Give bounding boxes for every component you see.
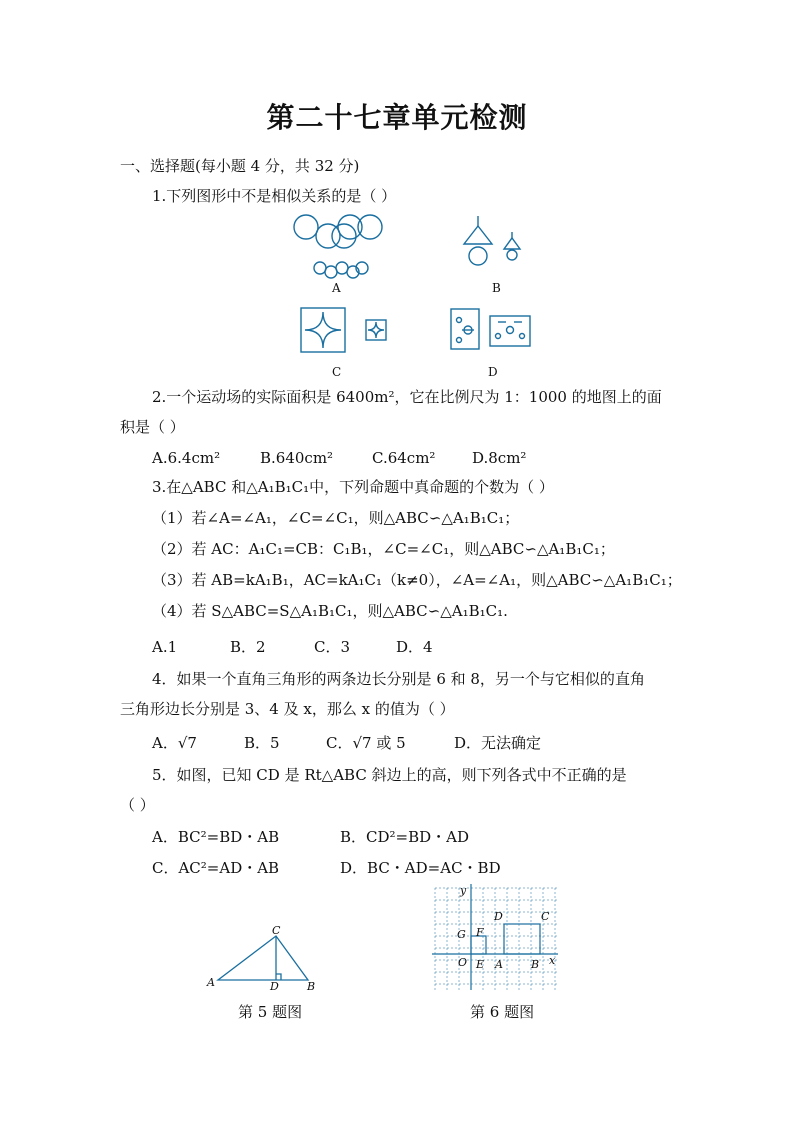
q1-label-c: C — [332, 365, 342, 379]
fig5-label-a: A — [207, 976, 215, 989]
q1-figure-a — [290, 210, 385, 280]
page-title: 第二十七章单元检测 — [266, 101, 528, 134]
fig5-label-b: B — [307, 980, 316, 993]
fig6-label-f: F — [476, 926, 484, 939]
q4-option-b: B．5 — [244, 734, 280, 752]
q2-option-c: C.64cm² — [372, 449, 436, 467]
q3-option-c: C．3 — [314, 638, 351, 656]
fig6-label-x: x — [549, 954, 556, 967]
q4-option-d: D．无法确定 — [454, 734, 542, 752]
q2-stem-line1: 2.一个运动场的实际面积是 6400m²，它在比例尺为 1：1000 的地图上的面 — [152, 388, 662, 406]
q5-stem-line2: （ ） — [120, 796, 155, 814]
fig6-label-c: C — [541, 910, 550, 923]
q1-label-b: B — [492, 281, 501, 295]
q3-option-b: B．2 — [230, 638, 266, 656]
q1-figure-d — [450, 308, 534, 352]
q4-option-c: C．√7 或 5 — [326, 734, 406, 752]
figure-6-grid — [432, 884, 560, 994]
q3-item-1: （1）若∠A=∠A₁，∠C=∠C₁，则△ABC∽△A₁B₁C₁； — [152, 509, 520, 527]
q2-option-b: B.640cm² — [260, 449, 334, 467]
fig6-label-o: O — [458, 956, 468, 969]
q2-stem-line2: 积是（ ） — [120, 418, 185, 436]
q5-option-b: B．CD²=BD・AD — [340, 828, 470, 846]
q1-figure-b — [460, 214, 530, 270]
fig6-label-y: y — [460, 884, 467, 897]
q4-option-a: A．√7 — [152, 734, 197, 752]
q4-stem-line2: 三角形边长分别是 3、4 及 x，那么 x 的值为（ ） — [120, 700, 455, 718]
section-heading: 一、选择题(每小题 4 分，共 32 分) — [120, 157, 360, 175]
q2-option-a: A.6.4cm² — [152, 449, 221, 467]
q3-item-2: （2）若 AC：A₁C₁=CB：C₁B₁，∠C=∠C₁，则△ABC∽△A₁B₁C₁； — [152, 540, 615, 558]
fig6-label-b: B — [531, 958, 540, 971]
q1-stem: 1.下列图形中不是相似关系的是（ ） — [152, 187, 397, 205]
q3-option-a: A.1 — [152, 638, 178, 656]
q4-stem-line1: 4．如果一个直角三角形的两条边长分别是 6 和 8，另一个与它相似的直角 — [152, 670, 645, 688]
q5-option-d: D．BC・AD=AC・BD — [340, 859, 501, 877]
figure-6-caption: 第 6 题图 — [470, 1003, 535, 1021]
q2-option-d: D.8cm² — [472, 449, 527, 467]
q5-option-a: A．BC²=BD・AB — [152, 828, 280, 846]
figure-5-triangle — [200, 922, 330, 994]
q3-item-3: （3）若 AB=kA₁B₁，AC=kA₁C₁（k≠0），∠A=∠A₁，则△ABC∽△A₁B₁C₁； — [152, 571, 682, 589]
figure-5-caption: 第 5 题图 — [238, 1003, 303, 1021]
fig5-label-c: C — [272, 924, 281, 937]
q1-figure-c — [300, 307, 390, 355]
fig6-label-g: G — [457, 928, 466, 941]
fig5-label-d: D — [270, 980, 279, 993]
q5-stem-line1: 5．如图，已知 CD 是 Rt△ABC 斜边上的高，则下列各式中不正确的是 — [152, 766, 627, 784]
fig6-label-e: E — [476, 958, 485, 971]
fig6-label-d: D — [494, 910, 503, 923]
q3-item-4: （4）若 S△ABC=S△A₁B₁C₁，则△ABC∽△A₁B₁C₁. — [152, 602, 508, 620]
q1-label-a: A — [332, 281, 341, 295]
q5-option-c: C．AC²=AD・AB — [152, 859, 280, 877]
q3-option-d: D．4 — [396, 638, 433, 656]
q3-stem: 3.在△ABC 和△A₁B₁C₁中，下列命题中真命题的个数为（ ） — [152, 478, 554, 496]
fig6-label-a: A — [495, 958, 503, 971]
q1-label-d: D — [488, 365, 498, 379]
